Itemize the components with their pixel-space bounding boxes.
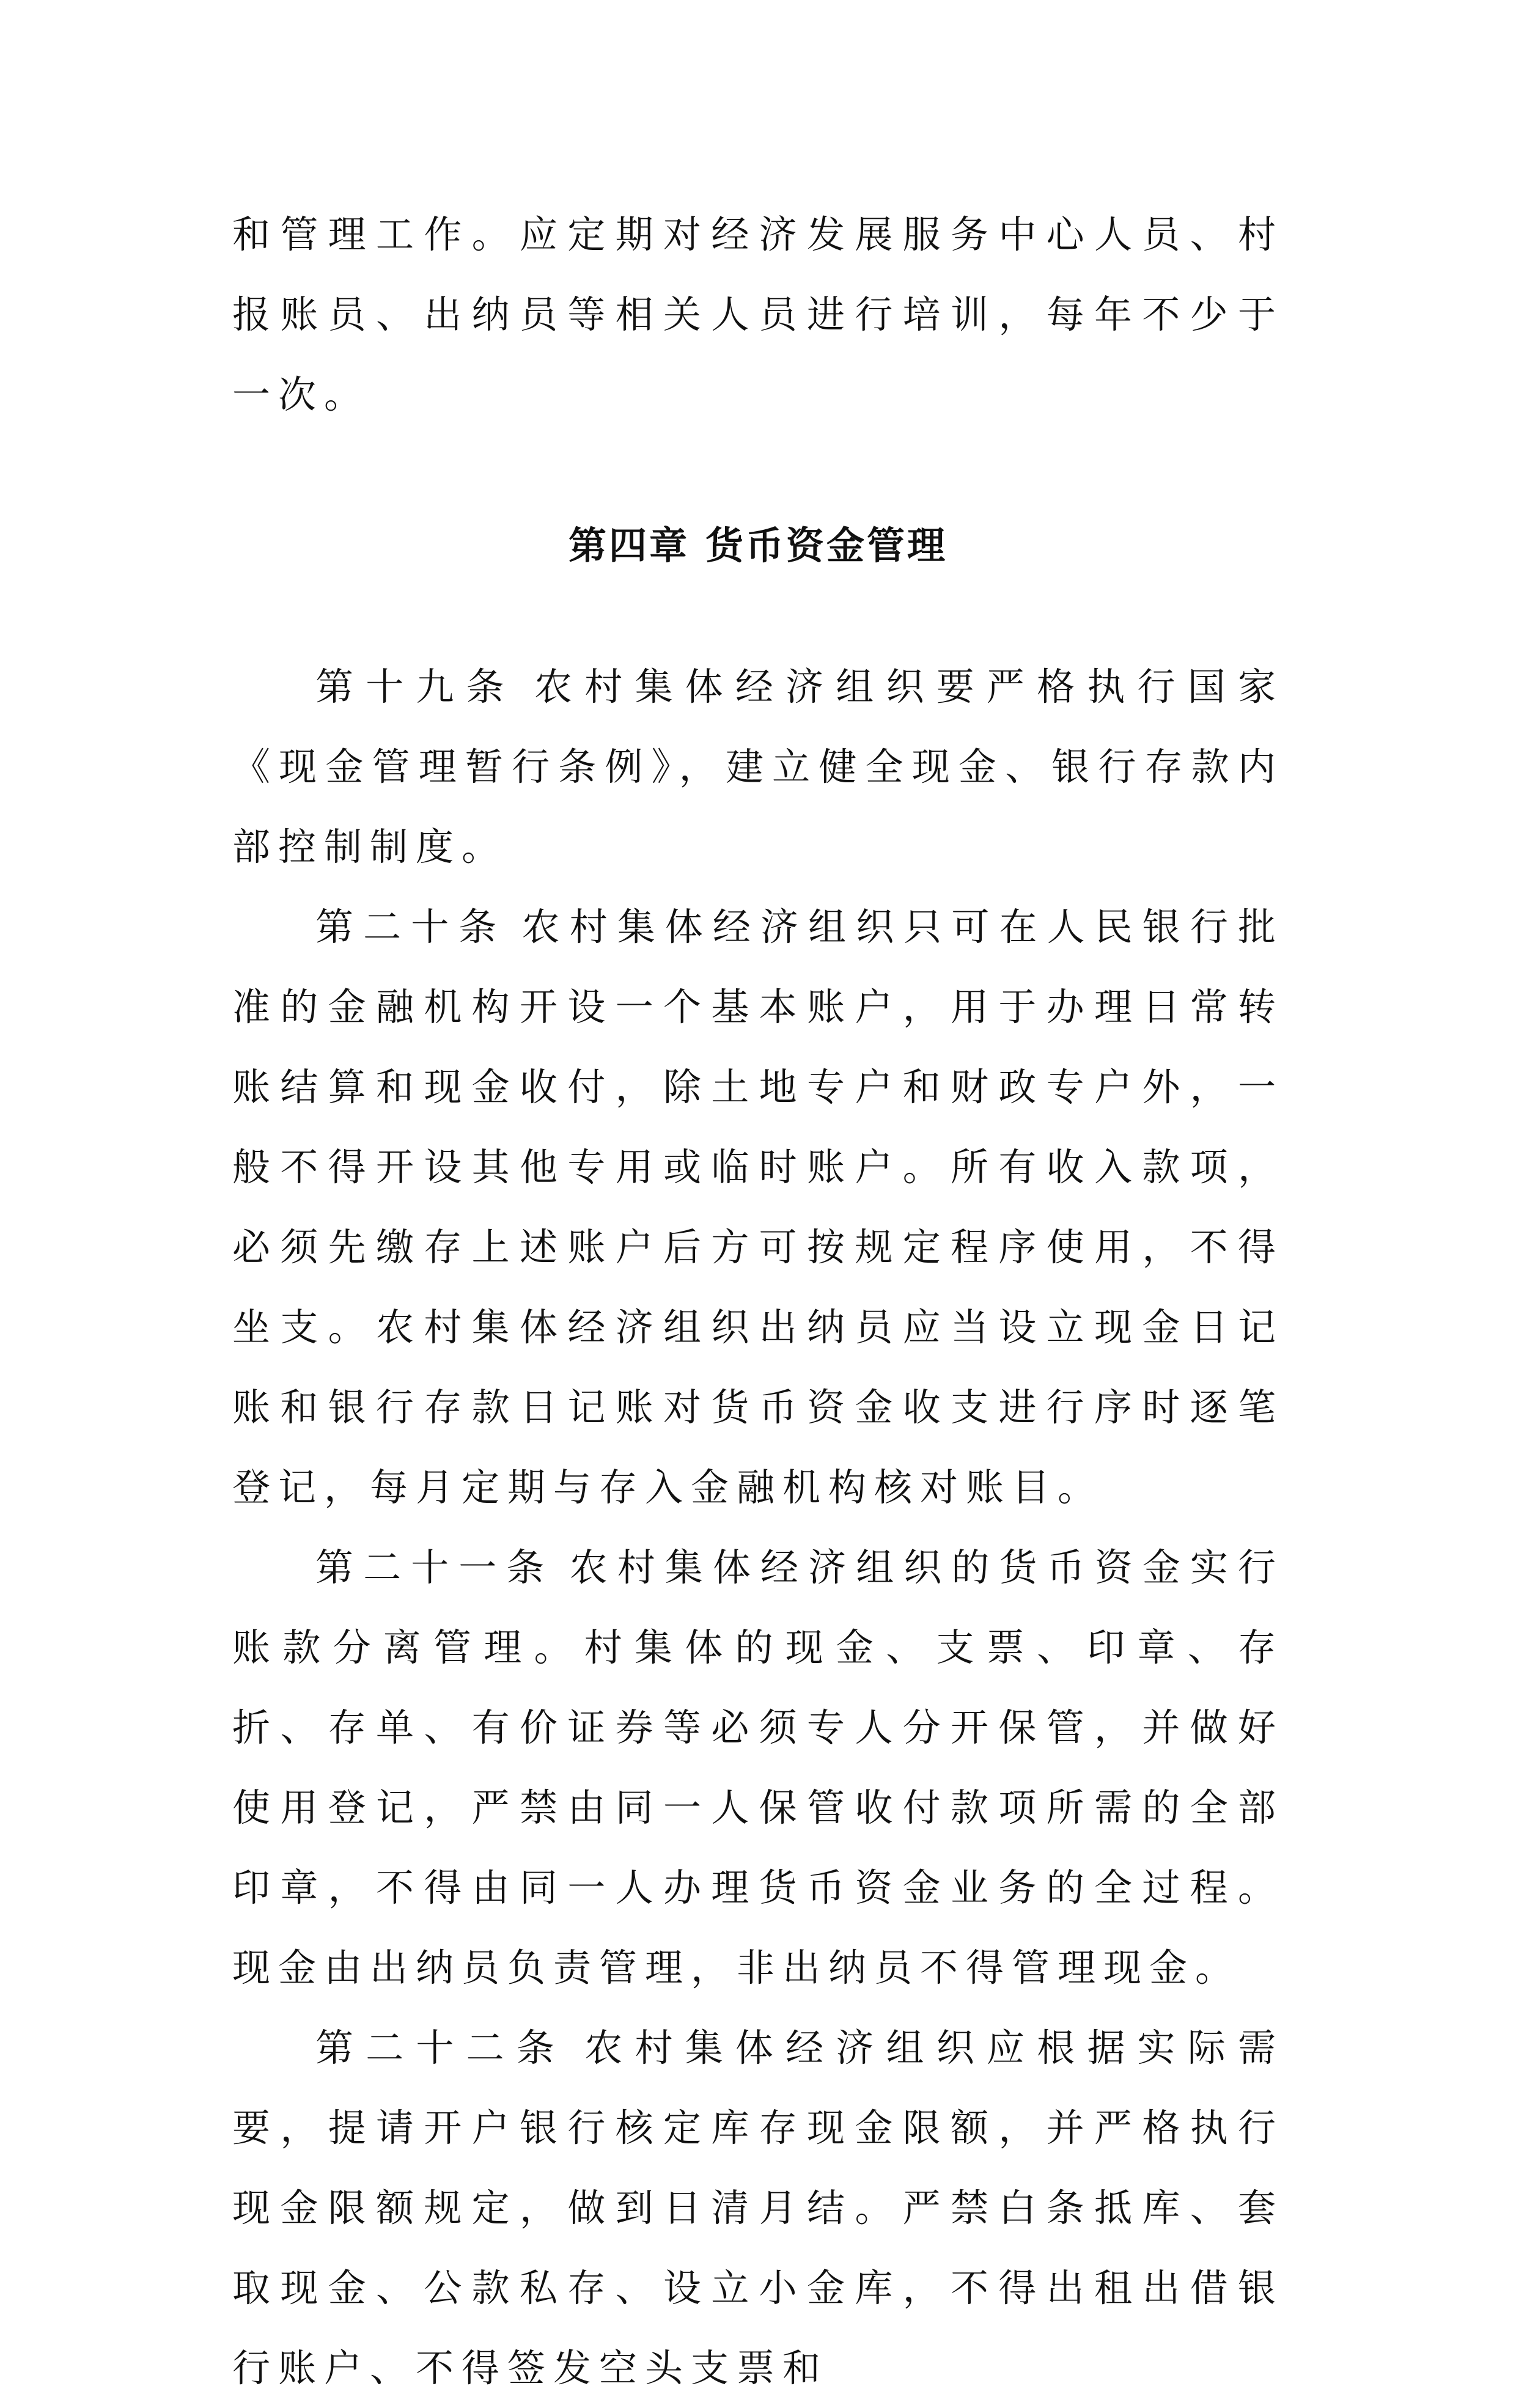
article-20 [232, 887, 1284, 1527]
article-21 [232, 1527, 1284, 2008]
article-label: 第二十二条 [315, 2025, 567, 2070]
article-label: 第二十一条 [315, 1545, 554, 1590]
document-body [232, 194, 1284, 2408]
chapter-number: 第四章 [568, 523, 690, 568]
article-text: 农村集体经济组织要严格执行国家《现金管理暂行条例》，建立健全现金、银行存款内部控制制度。 [232, 664, 1284, 869]
article-text: 农村集体经济组织应根据实际需要，提请开户银行核定库存现金限额，并严格执行现金限额规定，做到日清月结。严禁白条抵库、套取现金、公款私存、设立小金库，不得出租出借银行账户、不得签发空头支票和 [232, 2025, 1284, 2390]
article-22 [232, 2008, 1284, 2408]
chapter-title: 货币资金管理 [705, 523, 948, 568]
article-19 [232, 647, 1284, 887]
intro-paragraph: 和管理工作。应定期对经济发展服务中心人员、村报账员、出纳员等相关人员进行培训，每年不少于一次。 [232, 212, 1284, 417]
article-label: 第十九条 [315, 664, 517, 709]
article-text: 农村集体经济组织只可在人民银行批准的金融机构开设一个基本账户，用于办理日常转账结算和现金收付，除土地专户和财政专户外，一般不得开设其他专用或临时账户。所有收入款项，必须先缴存上述账户后方可按规定程序使用，不得坐支。农村集体经济组织出纳员应当设立现金日记账和银行存款日记账对货币资金收支进行序时逐笔登记，每月定期与存入金融机构核对账目。 [232, 905, 1284, 1510]
article-text: 农村集体经济组织的货币资金实行账款分离管理。村集体的现金、支票、印章、存折、存单、有价证券等必须专人分开保管，并做好使用登记，严禁由同一人保管收付款项所需的全部印章，不得由同一人办理货币资金业务的全过程。现金由出纳员负责管理，非出纳员不得管理现金。 [232, 1545, 1284, 1990]
chapter-heading [232, 515, 1284, 576]
article-label: 第二十条 [315, 905, 507, 949]
